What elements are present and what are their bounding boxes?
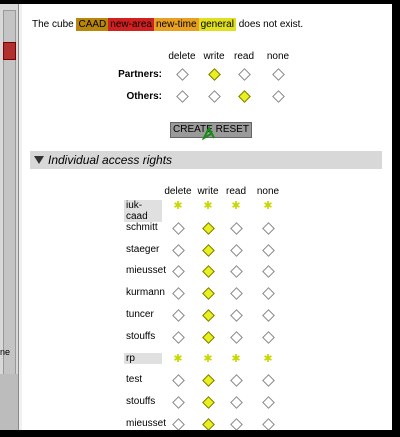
radio-none[interactable] xyxy=(262,418,275,430)
radio-delete[interactable] xyxy=(172,287,185,300)
radio-delete[interactable] xyxy=(172,265,185,278)
radio-read[interactable] xyxy=(230,396,243,409)
tag-new-area: new-area xyxy=(110,19,152,30)
tag-new-time: new-time xyxy=(155,19,197,30)
selected-star-read[interactable]: ✱ xyxy=(231,200,241,212)
radio-read[interactable] xyxy=(238,90,251,103)
tag-caad: CAAD xyxy=(78,19,107,30)
group-label: Partners: xyxy=(118,69,162,80)
scroll-track[interactable] xyxy=(3,10,16,397)
user-name: test xyxy=(126,374,143,385)
radio-delete[interactable] xyxy=(172,309,185,322)
radio-delete[interactable] xyxy=(172,331,185,344)
radio-read[interactable] xyxy=(230,309,243,322)
column-header-read: read xyxy=(233,51,254,62)
radio-delete[interactable] xyxy=(176,90,189,103)
user-name: tuncer xyxy=(126,309,154,320)
bottom-border xyxy=(0,430,400,437)
radio-write[interactable] xyxy=(202,396,215,409)
radio-write[interactable] xyxy=(202,331,215,344)
radio-delete[interactable] xyxy=(172,222,185,235)
column-header-write: write xyxy=(203,51,225,62)
individual-column-header-write: write xyxy=(197,186,219,197)
radio-write[interactable] xyxy=(202,309,215,322)
radio-read[interactable] xyxy=(230,265,243,278)
create-reset-button[interactable]: CREATE RESET xyxy=(170,122,252,138)
selected-star-none[interactable]: ✱ xyxy=(263,200,273,212)
radio-none[interactable] xyxy=(272,90,285,103)
user-name: staeger xyxy=(126,244,160,255)
individual-column-header-delete: delete xyxy=(164,186,192,197)
radio-read[interactable] xyxy=(230,331,243,344)
selected-star-read[interactable]: ✱ xyxy=(231,353,241,365)
radio-none[interactable] xyxy=(262,396,275,409)
user-name: mieusset xyxy=(126,418,167,429)
cube-notice xyxy=(32,19,303,30)
radio-write[interactable] xyxy=(202,222,215,235)
user-name: stouffs xyxy=(126,331,156,342)
radio-read[interactable] xyxy=(230,287,243,300)
selected-star-write[interactable]: ✱ xyxy=(203,353,213,365)
radio-read[interactable] xyxy=(230,222,243,235)
radio-none[interactable] xyxy=(272,68,285,81)
user-name: schmitt xyxy=(126,222,158,233)
radio-none[interactable] xyxy=(262,331,275,344)
radio-write[interactable] xyxy=(202,287,215,300)
radio-none[interactable] xyxy=(262,244,275,257)
radio-none[interactable] xyxy=(262,287,275,300)
user-name: rp xyxy=(124,353,162,364)
radio-read[interactable] xyxy=(238,68,251,81)
user-name: mieusset xyxy=(126,265,167,276)
column-header-delete: delete xyxy=(168,51,196,62)
user-name: stouffs xyxy=(126,396,156,407)
radio-read[interactable] xyxy=(230,374,243,387)
collapse-triangle-icon[interactable] xyxy=(34,156,44,164)
right-border xyxy=(392,4,400,430)
radio-write[interactable] xyxy=(202,374,215,387)
radio-delete[interactable] xyxy=(172,418,185,430)
user-name: iuk-caad xyxy=(124,200,162,222)
user-name: kurmann xyxy=(126,287,165,298)
column-header-none: none xyxy=(266,51,290,62)
radio-write[interactable] xyxy=(202,265,215,278)
selected-star-write[interactable]: ✱ xyxy=(203,200,213,212)
radio-none[interactable] xyxy=(262,265,275,278)
radio-none[interactable] xyxy=(262,374,275,387)
radio-write[interactable] xyxy=(202,244,215,257)
radio-write[interactable] xyxy=(208,68,221,81)
left-scrollbar[interactable] xyxy=(0,4,19,430)
notice-suffix: does not exist. xyxy=(238,19,304,30)
section-title: Individual access rights xyxy=(48,153,173,167)
main-content xyxy=(22,4,392,430)
radio-write[interactable] xyxy=(208,90,221,103)
radio-none[interactable] xyxy=(262,222,275,235)
radio-read[interactable] xyxy=(230,244,243,257)
selected-star-none[interactable]: ✱ xyxy=(263,353,273,365)
radio-delete[interactable] xyxy=(172,244,185,257)
individual-access-section-header[interactable] xyxy=(30,151,382,169)
selected-star-delete[interactable]: ✱ xyxy=(173,200,183,212)
group-label: Others: xyxy=(126,91,162,102)
individual-column-header-none: none xyxy=(256,186,280,197)
radio-delete[interactable] xyxy=(172,396,185,409)
radio-none[interactable] xyxy=(262,309,275,322)
selected-star-delete[interactable]: ✱ xyxy=(173,353,183,365)
radio-write[interactable] xyxy=(202,418,215,430)
radio-read[interactable] xyxy=(230,418,243,430)
tag-general: general xyxy=(200,19,234,30)
radio-delete[interactable] xyxy=(172,374,185,387)
radio-delete[interactable] xyxy=(176,68,189,81)
sidebar-clipped-text: ne xyxy=(0,347,11,357)
notice-prefix: The cube xyxy=(32,19,74,30)
sidebar-shade xyxy=(0,374,18,430)
cursor-icon xyxy=(202,124,216,142)
scroll-thumb[interactable] xyxy=(3,42,16,60)
individual-column-header-read: read xyxy=(225,186,246,197)
